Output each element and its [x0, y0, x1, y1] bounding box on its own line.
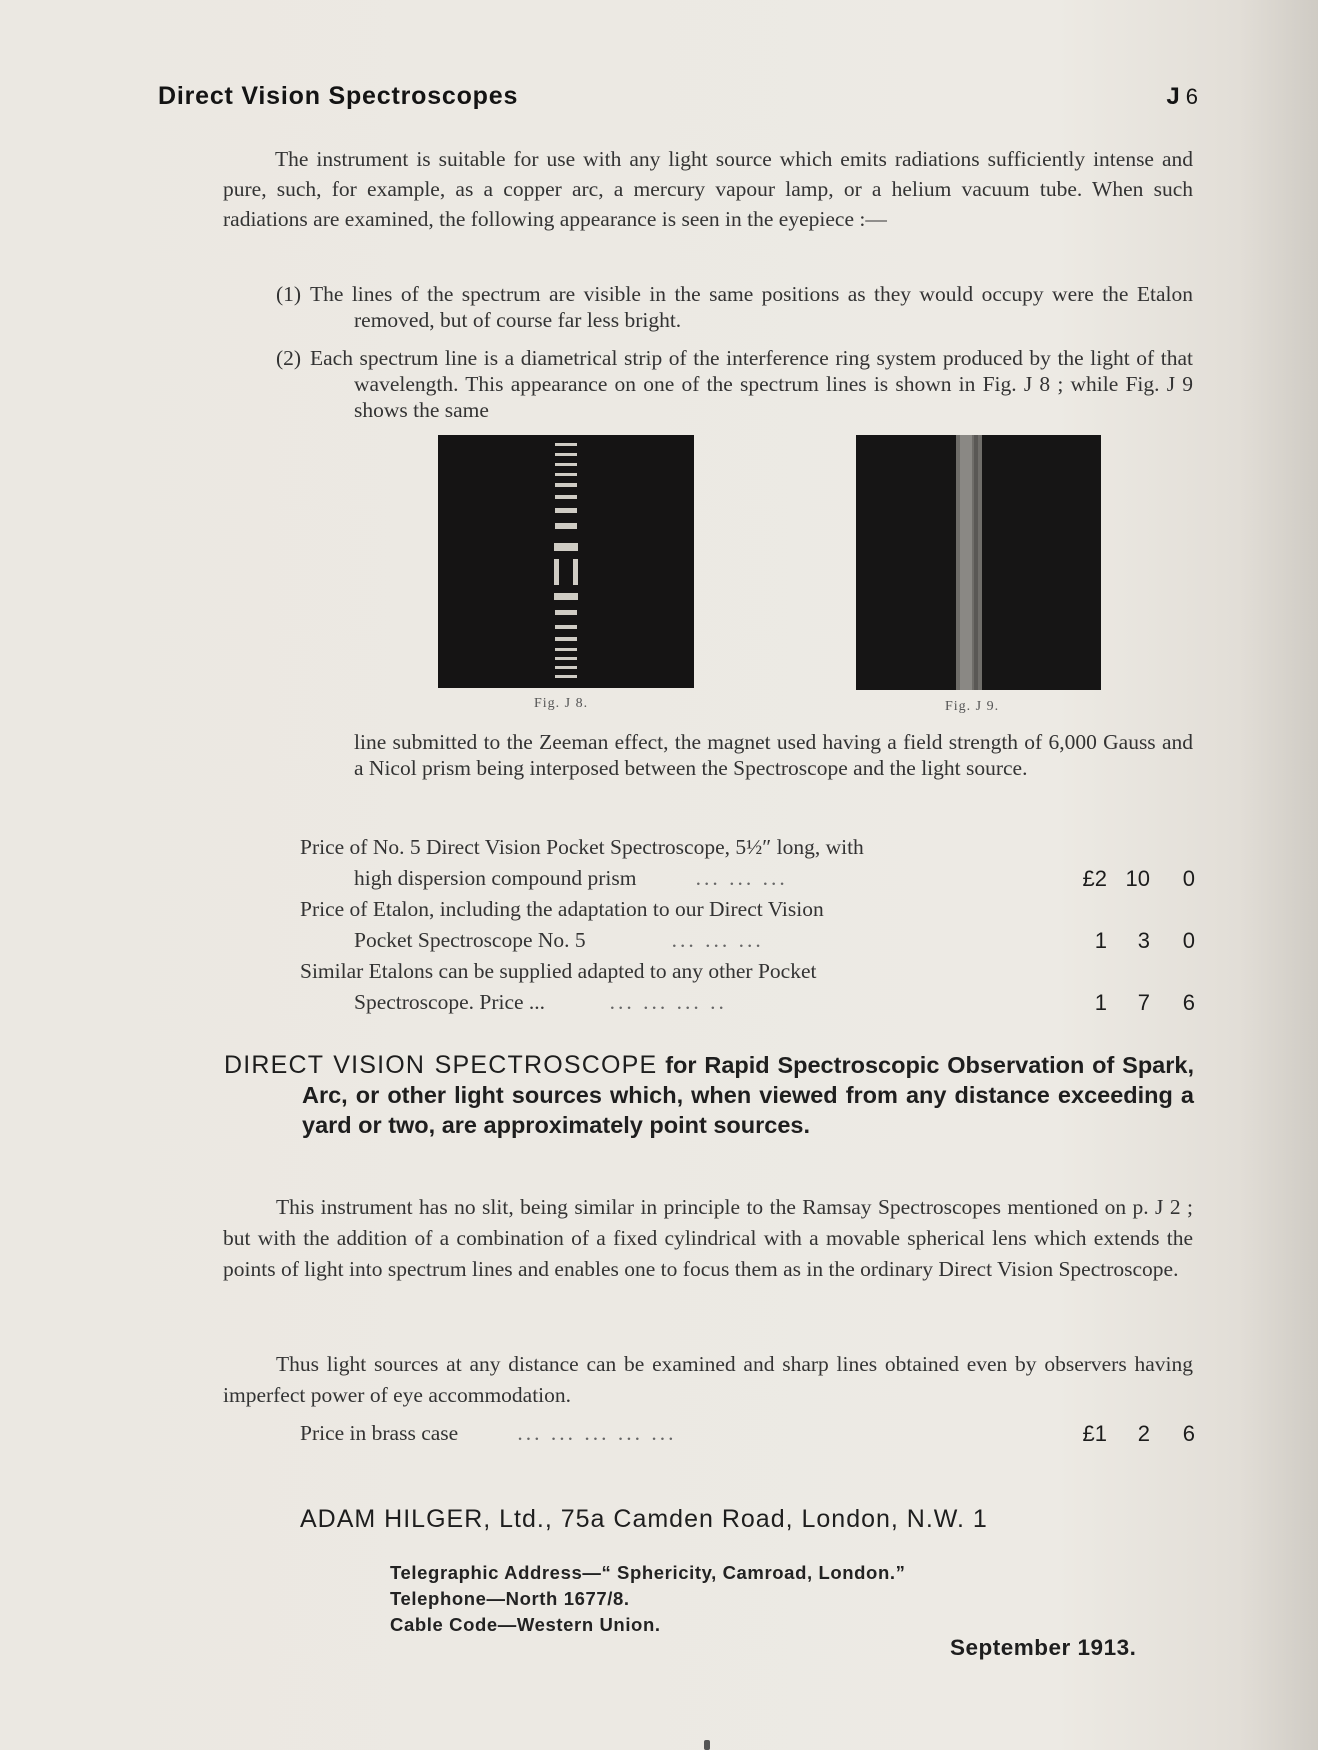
figure-j9-zeeman-photo — [856, 435, 1101, 690]
publication-date: September 1913. — [950, 1635, 1137, 1660]
list-item — [276, 345, 1193, 423]
price-description-cont: high dispersion compound prism — [354, 866, 637, 890]
price-shillings: 2 — [1137, 1421, 1150, 1446]
figure-caption: Fig. J 9. — [945, 699, 1000, 714]
price-amount — [1055, 1418, 1195, 1449]
section-heading-caps: DIRECT VISION SPECTROSCOPE — [224, 1051, 658, 1079]
intro-paragraph: The instrument is suitable for use with any light source which emits radiations sufficiently intense and pure, such, for example, as a copper arc, a mercury vapour lamp, or a helium vacuum tube. When such radiations are examined, the following appearance is seen in the eyepiece :— — [223, 147, 1193, 231]
dot-leader: ... ... ... .. — [609, 990, 727, 1014]
price-row — [300, 956, 1195, 1018]
section-heading-text: for Rapid Spectroscopic Observation of Spark, Arc, or other light sources which, when viewed from any distance exceeding a yard or two, are approximately point sources. — [302, 1052, 1194, 1138]
price-pounds: £1 — [1082, 1421, 1107, 1446]
price-amount — [1055, 987, 1195, 1018]
page-title: Direct Vision Spectroscopes — [158, 82, 519, 110]
price-description: Price in brass case — [300, 1421, 459, 1445]
price-description: Similar Etalons can be supplied adapted to any other Pocket — [300, 959, 817, 983]
price-description-cont: Spectroscope. Price ... — [354, 990, 546, 1014]
figure-j8-interference-photo — [438, 435, 694, 688]
list-item — [276, 281, 1193, 333]
price-amount — [1055, 863, 1195, 894]
page-header — [158, 82, 1198, 111]
price-pence: 0 — [1182, 928, 1195, 953]
dot-leader: ... ... ... ... ... — [517, 1421, 677, 1445]
figure-caption: Fig. J 8. — [534, 696, 589, 711]
price-list — [300, 832, 1195, 1018]
continuation-paragraph: line submitted to the Zeeman effect, the magnet used having a field strength of 6,000 Gauss and a Nicol prism being interposed between the Spectroscope and the light source. — [354, 730, 1193, 780]
price-description-cont: Pocket Spectroscope No. 5 — [354, 928, 586, 952]
price-row — [300, 1418, 1195, 1449]
description-paragraph: This instrument has no slit, being similar in principle to the Ramsay Spectroscopes mentioned on p. J 2 ; but with the addition of a combination of a fixed cylindrical with a movable spherical lens which extends the points of light into spectrum lines and enables one to focus them as in the ordinary Direct Vision Spectroscope. — [223, 1195, 1193, 1281]
price-pounds: 1 — [1094, 928, 1107, 953]
telephone: Telephone—North 1677/8. — [390, 1588, 630, 1609]
price-row — [300, 832, 1195, 894]
price-shillings: 10 — [1125, 866, 1150, 891]
price-pence: 6 — [1182, 990, 1195, 1015]
dot-leader: ... ... ... — [695, 866, 788, 890]
price-pence: 0 — [1182, 866, 1195, 891]
ink-speck — [704, 1740, 710, 1750]
section-heading — [224, 1050, 1194, 1140]
price-pounds: 1 — [1094, 990, 1107, 1015]
contact-block — [390, 1560, 905, 1638]
price-pence: 6 — [1182, 1421, 1195, 1446]
price-amount — [1055, 925, 1195, 956]
price-description: Price of Etalon, including the adaptation to our Direct Vision — [300, 897, 824, 921]
price-shillings: 7 — [1137, 990, 1150, 1015]
dot-leader: ... ... ... — [671, 928, 764, 952]
list-item-text: Each spectrum line is a diametrical strip of the interference ring system produced by the light of that wavelength. This appearance on one of the spectrum lines is shown in Fig. J 8 ; while Fig. J 9 shows the same — [310, 346, 1193, 422]
page-number — [1166, 83, 1198, 111]
list-item-number: (2) — [276, 346, 302, 370]
telegraphic-address: Telegraphic Address—“ Sphericity, Camroad, London.” — [390, 1562, 906, 1583]
list-item-number: (1) — [276, 282, 302, 306]
description-paragraph: Thus light sources at any distance can be examined and sharp lines obtained even by observers having imperfect power of eye accommodation. — [223, 1352, 1193, 1407]
price-row — [300, 894, 1195, 956]
price-shillings: 3 — [1137, 928, 1150, 953]
price-pounds: £2 — [1082, 866, 1107, 891]
cable-code: Cable Code—Western Union. — [390, 1614, 661, 1635]
section-letter: J — [1166, 83, 1180, 110]
list-item-text: The lines of the spectrum are visible in the same positions as they would occupy were the Etalon removed, but of course far less bright. — [310, 282, 1193, 332]
page-number-value: 6 — [1185, 84, 1198, 109]
company-address: ADAM HILGER, Ltd., 75a Camden Road, London, N.W. 1 — [300, 1505, 988, 1533]
price-description: Price of No. 5 Direct Vision Pocket Spectroscope, 5½″ long, with — [300, 835, 864, 859]
